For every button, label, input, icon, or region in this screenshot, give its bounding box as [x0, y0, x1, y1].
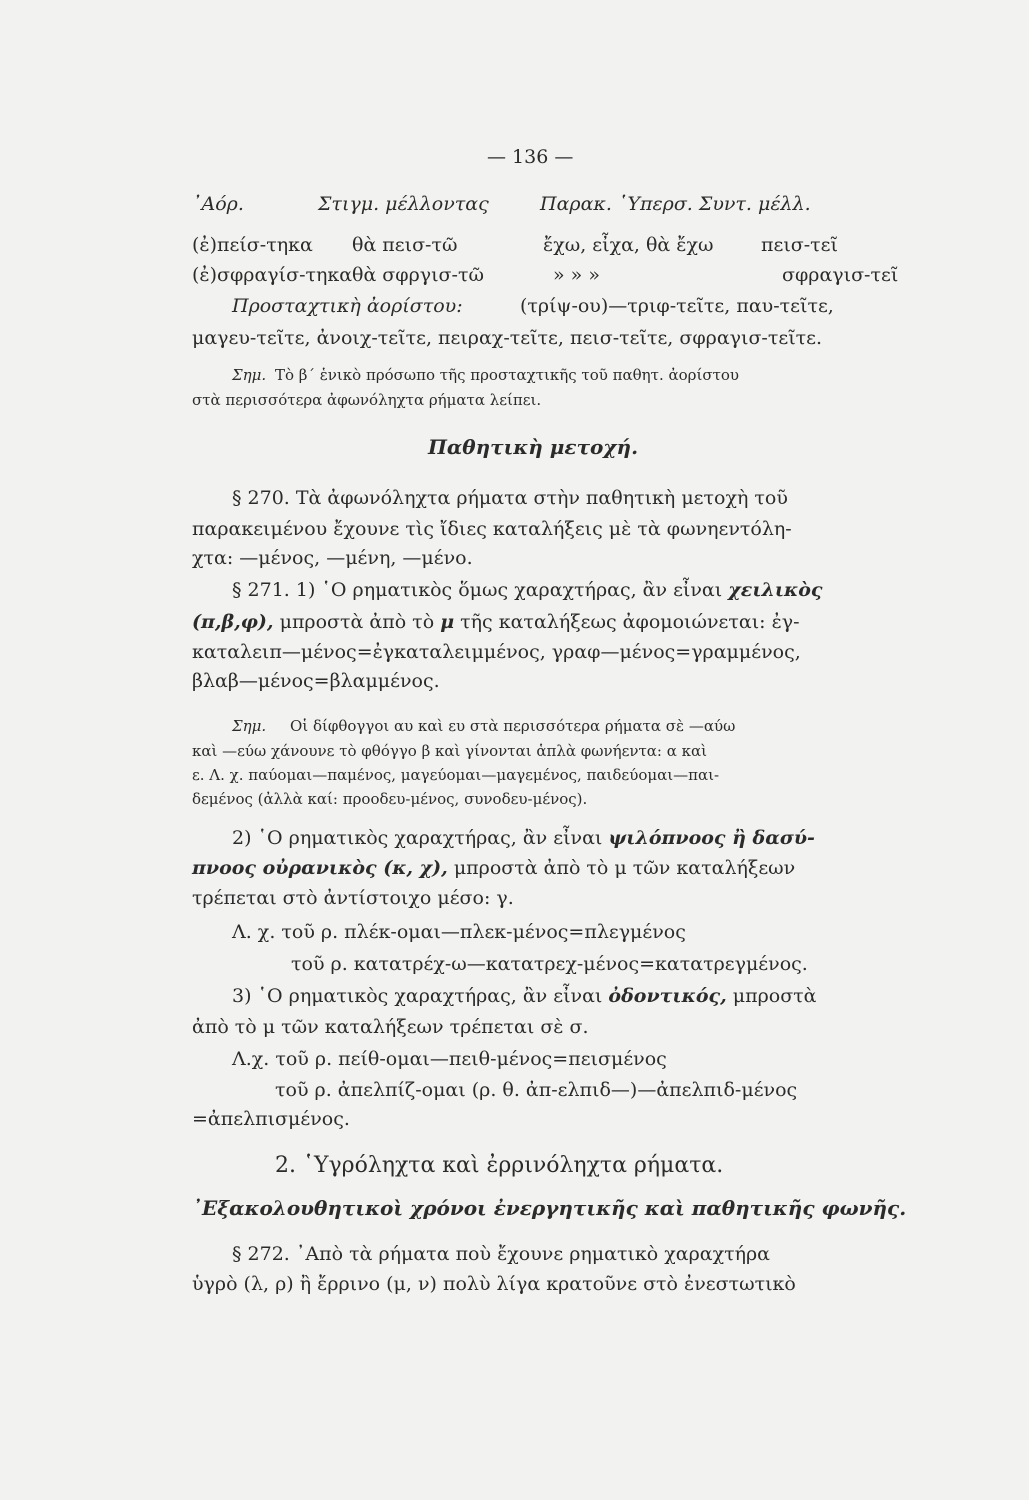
example-line: τοῦ ρ. ἀπελπίζ-ομαι (ρ. θ. ἀπ-ελπιδ—)—ἀπελπιδ-μένος: [275, 1079, 798, 1101]
table-cell: » » »: [553, 264, 600, 286]
table-cell: σφραγισ-τεῖ: [782, 264, 899, 286]
paragraph-line: § 270. Τὰ ἀφωνόληχτα ρήματα στὴν παθητικὴ μετοχὴ τοῦ: [232, 487, 788, 509]
note-text: Οἱ δίφθογγοι αυ καὶ ευ στὰ περισσότερα ρήματα σὲ —αύω: [290, 717, 736, 735]
paragraph-line: [192, 857, 795, 879]
note-label: Σημ.: [232, 717, 267, 735]
table-cell: (ἐ)πείσ-τηκα: [192, 234, 313, 256]
example-line: τοῦ ρ. κατατρέχ-ω—κατατρεχ-μένος=κατατρεγμένος.: [291, 953, 808, 975]
imperative-label: Προσταχτικὴ ἀορίστου:: [232, 295, 463, 317]
paragraph-line: § 272. ᾿Απὸ τὰ ρήματα ποὺ ἔχουνε ρηματικὸ χαραχτήρα: [232, 1243, 771, 1265]
imperative-line: μαγευ-τεῖτε, ἀνοιχ-τεῖτε, πειραχ-τεῖτε, πεισ-τεῖτε, σφραγισ-τεῖτε.: [192, 327, 823, 349]
emphasis: μ: [440, 611, 455, 633]
example-line: Λ.χ. τοῦ ρ. πείθ-ομαι—πειθ-μένος=πεισμένος: [232, 1048, 667, 1070]
section-heading: ᾿Εξακολουθητικοὶ χρόνοι ἐνεργητικῆς καὶ παθητικῆς φωνῆς.: [192, 1196, 907, 1220]
text-span: § 271. 1) ῾Ο ρηματικὸς ὅμως χαραχτήρας, ἂν εἶναι: [232, 579, 723, 601]
table-header-aorist: ᾿Αόρ.: [192, 193, 244, 215]
chapter-heading: 2. ῾Υγρόληχτα καὶ ἐρρινόληχτα ρήματα.: [275, 1153, 724, 1178]
text-span: μπροστὰ ἀπὸ τὸ: [279, 611, 435, 633]
paragraph-line: [232, 579, 823, 601]
paragraph-line: ἀπὸ τὸ μ τῶν καταλήξεων τρέπεται σὲ σ.: [192, 1016, 589, 1038]
table-cell: θὰ πεισ-τῶ: [352, 234, 458, 256]
paragraph-line: βλαβ—μένος=βλαμμένος.: [192, 670, 440, 692]
imperative-line: (τρίψ-ου)—τριφ-τεῖτε, παυ-τεῖτε,: [520, 295, 834, 317]
emphasis: (π,β,φ),: [192, 611, 274, 633]
emphasis: ὀδοντικός,: [608, 985, 727, 1007]
text-span: μπροστὰ: [732, 985, 817, 1007]
note-text: στὰ περισσότερα ἀφωνόληχτα ρήματα λείπει.: [192, 391, 542, 409]
emphasis: ψιλόπνοος ἢ δασύ-: [608, 827, 815, 849]
text-span: 3) ῾Ο ρηματικὸς χαραχτήρας, ἂν εἶναι: [232, 985, 603, 1007]
paragraph-line: [232, 985, 817, 1007]
table-header-perfect: Παρακ. ῾Υπερσ. Συντ. μέλλ.: [540, 193, 811, 215]
emphasis: χειλικὸς: [728, 579, 823, 601]
example-line: =ἀπελπισμένος.: [192, 1108, 350, 1130]
table-cell: θὰ σφργισ-τῶ: [352, 264, 484, 286]
page-number: — 136 —: [487, 146, 574, 168]
paragraph-line: [232, 827, 815, 849]
text-span: τῆς καταλήξεως ἀφομοιώνεται: ἐγ-: [460, 611, 800, 633]
example-line: Λ. χ. τοῦ ρ. πλέκ-ομαι—πλεκ-μένος=πλεγμένος: [232, 921, 686, 943]
table-header-future: Στιγμ. μέλλοντας: [318, 193, 489, 215]
paragraph-line: παρακειμένου ἔχουνε τὶς ἴδιες καταλήξεις μὲ τὰ φωνηεντόλη-: [192, 518, 792, 540]
section-heading: Παθητικὴ μετοχή.: [428, 435, 639, 459]
table-cell: (ἐ)σφραγίσ-τηκα: [192, 264, 353, 286]
note-label: Σημ.: [232, 366, 267, 384]
emphasis: πνοος οὐρανικὸς (κ, χ),: [192, 857, 448, 879]
table-cell: ἔχω, εἶχα, θὰ ἔχω: [543, 234, 714, 256]
paragraph-line: ὑγρὸ (λ, ρ) ἢ ἔρρινο (μ, ν) πολὺ λίγα κρατοῦνε στὸ ἐνεστωτικὸ: [192, 1273, 796, 1295]
note-text: δεμένος (ἀλλὰ καί: προοδευ-μένος, συνοδευ-μένος).: [192, 790, 588, 808]
paragraph-line: [192, 611, 800, 633]
note-text: Τὸ β΄ ἑνικὸ πρόσωπο τῆς προσταχτικῆς τοῦ παθητ. ἀορίστου: [275, 366, 740, 384]
paragraph-line: χτα: —μένος, —μένη, —μένο.: [192, 547, 473, 569]
table-cell: πεισ-τεῖ: [761, 234, 838, 256]
note-text: ε. Λ. χ. παύομαι—παμένος, μαγεύομαι—μαγεμένος, παιδεύομαι—παι-: [192, 766, 720, 784]
note-text: καὶ —εύω χάνουνε τὸ φθόγγο β καὶ γίνονται ἁπλὰ φωνήεντα: α καὶ: [192, 742, 708, 760]
paragraph-line: καταλειπ—μένος=ἐγκαταλειμμένος, γραφ—μένος=γραμμένος,: [192, 641, 801, 663]
text-span: 2) ῾Ο ρηματικὸς χαραχτήρας, ἂν εἶναι: [232, 827, 603, 849]
text-span: μπροστὰ ἀπὸ τὸ μ τῶν καταλήξεων: [453, 857, 796, 879]
paragraph-line: τρέπεται στὸ ἀντίστοιχο μέσο: γ.: [192, 887, 514, 909]
